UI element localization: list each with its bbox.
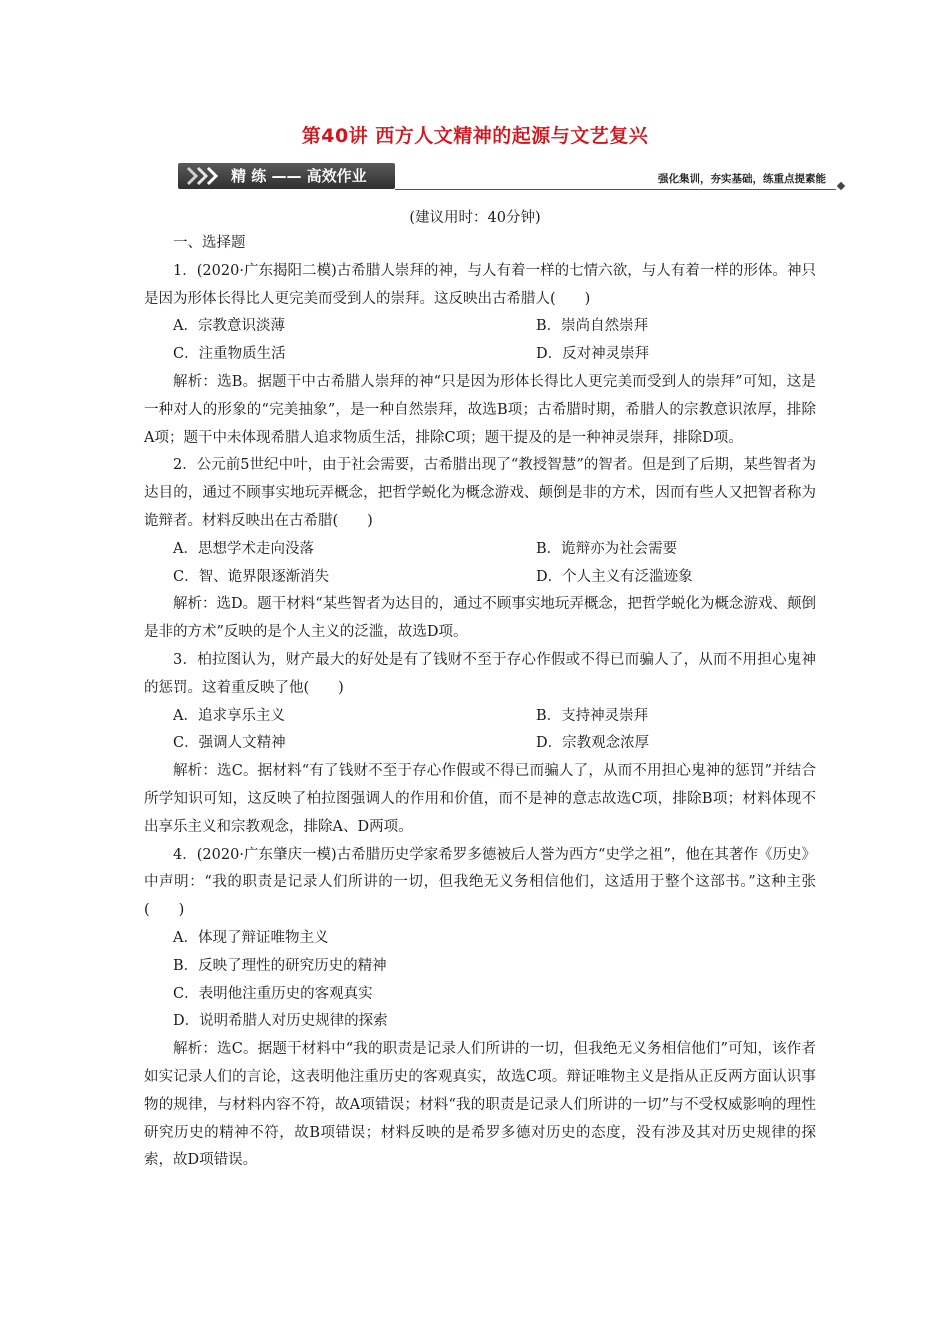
option-d: D．说明希腊人对历史规律的探索 bbox=[173, 1013, 388, 1030]
option-row bbox=[144, 341, 816, 369]
option-a: A．追求享乐主义 bbox=[173, 707, 285, 724]
option-c: C．智、诡界限逐渐消失 bbox=[173, 568, 330, 585]
banner-box bbox=[178, 163, 395, 189]
option-d: D．反对神灵崇拜 bbox=[536, 346, 650, 363]
question-1 bbox=[144, 258, 816, 453]
question-stem: 2．公元前5世纪中叶，由于社会需要，古希腊出现了“教授智慧”的智者。但是到了后期，某些智者为达目的，通过不顾事实地玩弄概念，把哲学蜕化为概念游戏、颠倒是非的方术，因而有些人又把智者称为诡辩者。材料反映出在古希腊( ) bbox=[144, 457, 816, 529]
option-c: C．强调人文精神 bbox=[173, 735, 286, 752]
question-list bbox=[144, 230, 816, 1175]
option-a: A．体现了辩证唯物主义 bbox=[173, 929, 329, 946]
option-row bbox=[144, 730, 816, 758]
option-c: C．表明他注重历史的客观真实 bbox=[173, 985, 373, 1002]
analysis: 解析：选D。题干材料“某些智者为达目的，通过不顾事实地玩弄概念，把哲学蜕化为概念游戏、颠倒是非的方术”反映的是个人主义的泛滥，故选D项。 bbox=[144, 596, 816, 641]
diamond-icon bbox=[837, 182, 845, 190]
analysis: 解析：选B。据题干中古希腊人崇拜的神“只是因为形体长得比人更完美而受到人的崇拜”可知，这是一种对人的形象的“完美抽象”，是一种自然崇拜，故选B项；古希腊时期，希腊人的宗教意识浓厚，排除A项；题干中未体现希腊人追求物质生活，排除C项；题干提及的是一种神灵崇拜，排除D项。 bbox=[144, 373, 816, 446]
banner-divider bbox=[395, 189, 836, 190]
analysis: 解析：选C。据题干材料中“我的职责是记录人们所讲的一切，但我绝无义务相信他们”可知，该作者如实记录人们的言论，这表明他注重历史的客观真实，故选C项。辩证唯物主义是指从正反两方面认识事物的规律，与材料内容不符，故A项错误；材料“我的职责是记录人们所讲的一切”与不受权威影响的理性研究历史的精神不符，故B项错误；材料反映的是希罗多德对历史的态度，没有涉及其对历史规律的探索，故D项错误。 bbox=[144, 1041, 816, 1169]
section-banner bbox=[178, 163, 846, 193]
question-4 bbox=[144, 842, 816, 1176]
option-b: B．支持神灵崇拜 bbox=[536, 707, 649, 724]
option-b: B．崇尚自然崇拜 bbox=[536, 318, 649, 335]
question-stem: 1．(2020·广东揭阳二模)古希腊人崇拜的神，与人有着一样的七情六欲，与人有着一样的形体。神只是因为形体长得比人更完美而受到人的崇拜。这反映出古希腊人( ) bbox=[144, 262, 816, 307]
option-row bbox=[144, 703, 816, 731]
option-c: C．注重物质生活 bbox=[173, 346, 286, 363]
section-heading: 一、选择题 bbox=[173, 235, 246, 251]
time-note: (建议用时：40分钟) bbox=[409, 210, 541, 226]
option-row bbox=[144, 536, 816, 564]
option-a: A．宗教意识淡薄 bbox=[173, 318, 285, 335]
option-row bbox=[144, 564, 816, 592]
question-stem: 4．(2020·广东肇庆一模)古希腊历史学家希罗多德被后人誉为西方“史学之祖”，他在其著作《历史》中声明：“我的职责是记录人们所讲的一切，但我绝无义务相信他们，这适用于整个这部书。”这种主张( ) bbox=[144, 846, 816, 919]
option-row bbox=[144, 313, 816, 341]
analysis: 解析：选C。据材料“有了钱财不至于存心作假或不得已而骗人了，从而不用担心鬼神的惩罚”并结合所学知识可知，这反映了柏拉图强调人的作用和价值，而不是神的意志故选C项，排除B项；材料体现不出享乐主义和宗教观念，排除A、D两项。 bbox=[144, 763, 816, 835]
question-2 bbox=[144, 452, 816, 647]
option-d: D．宗教观念浓厚 bbox=[536, 735, 650, 752]
option-b: B．反映了理性的研究历史的精神 bbox=[173, 957, 387, 974]
chevron-right-icon bbox=[186, 166, 226, 186]
question-stem: 3．柏拉图认为，财产最大的好处是有了钱财不至于存心作假或不得已而骗人了，从而不用担心鬼神的惩罚。这着重反映了他( ) bbox=[144, 651, 816, 696]
banner-tagline: 强化集训，夯实基础，练重点提素能 bbox=[658, 173, 826, 185]
page-title: 第40讲 西方人文精神的起源与文艺复兴 bbox=[301, 125, 649, 147]
banner-label: 精 练 —— 高效作业 bbox=[231, 167, 367, 185]
question-3 bbox=[144, 647, 816, 842]
option-b: B．诡辩亦为社会需要 bbox=[536, 540, 678, 557]
option-d: D．个人主义有泛滥迹象 bbox=[536, 568, 693, 585]
option-a: A．思想学术走向没落 bbox=[173, 540, 314, 557]
